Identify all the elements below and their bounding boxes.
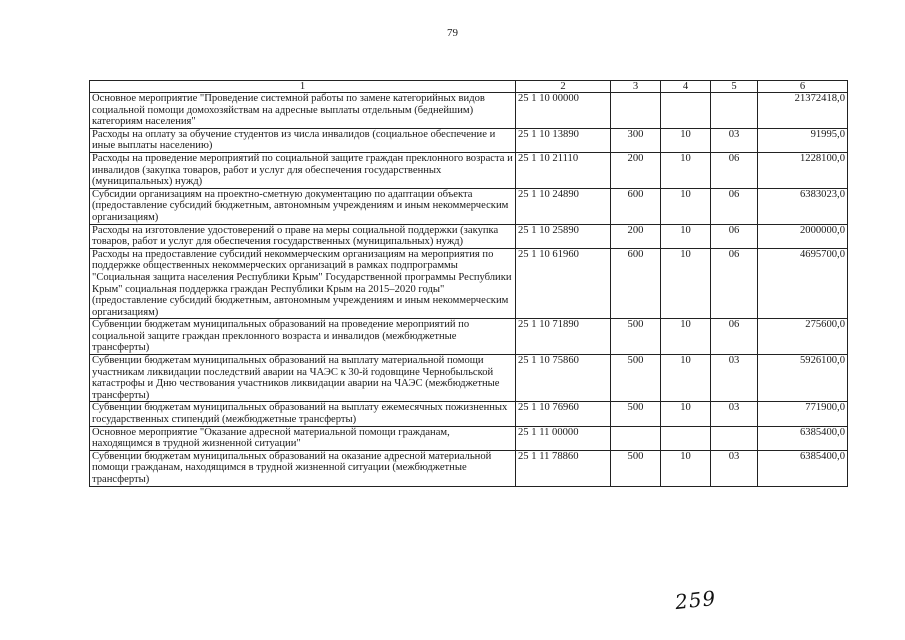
table-row [90,152,848,188]
row-pr-cell: 06 [711,248,758,319]
row-amount-cell: 771900,0 [758,402,848,426]
row-name-cell: Расходы на оплату за обучение студентов из числа инвалидов (социальное обеспечение и иные выплаты населению) [90,128,516,152]
header-cell-2: 2 [516,81,611,93]
row-code-cell: 25 1 10 61960 [516,248,611,319]
row-amount-cell: 21372418,0 [758,93,848,129]
row-pr-cell: 03 [711,355,758,402]
table-row [90,402,848,426]
row-rz-cell: 10 [661,402,711,426]
row-vr-cell: 200 [611,224,661,248]
table-row [90,224,848,248]
row-name-cell: Расходы на изготовление удостоверений о праве на меры социальной поддержки (закупка товаров, работ и услуг для обеспечения государственных (муниципальных) нужд) [90,224,516,248]
header-row [90,81,848,93]
row-pr-cell: 06 [711,188,758,224]
table-row [90,248,848,319]
row-amount-cell: 5926100,0 [758,355,848,402]
row-name-cell: Основное мероприятие "Оказание адресной материальной помощи гражданам, находящимся в трудной жизненной ситуации" [90,426,516,450]
row-amount-cell: 6383023,0 [758,188,848,224]
row-code-cell: 25 1 10 75860 [516,355,611,402]
table-row [90,355,848,402]
budget-table [89,80,848,487]
row-code-cell: 25 1 11 78860 [516,450,611,486]
row-pr-cell: 03 [711,450,758,486]
row-rz-cell: 10 [661,450,711,486]
row-rz-cell [661,93,711,129]
row-name-cell: Субвенции бюджетам муниципальных образований на проведение мероприятий по социальной защите граждан преклонного возраста и инвалидов (межбюджетные трансферты) [90,319,516,355]
row-name-cell: Расходы на предоставление субсидий некоммерческим организациям на мероприятия по поддержке общественных некоммерческих организаций в рамках подпрограммы "Социальная защита населения Республики Крым" Государственной программы Республики Крым" социальная поддержка граждан Республики Крым на 2015–2020 годы" (предоставление субсидий бюджетным, автономным учреждениям и иным некоммерческим организациям) [90,248,516,319]
row-vr-cell: 600 [611,248,661,319]
row-vr-cell: 600 [611,188,661,224]
row-amount-cell: 2000000,0 [758,224,848,248]
table-row [90,319,848,355]
row-amount-cell: 1228100,0 [758,152,848,188]
row-amount-cell: 275600,0 [758,319,848,355]
row-pr-cell: 03 [711,402,758,426]
row-name-cell: Расходы на проведение мероприятий по социальной защите граждан преклонного возраста и инвалидов (закупка товаров, работ и услуг для обеспечения государственных (муниципальных) нужд) [90,152,516,188]
header-cell-3: 3 [611,81,661,93]
row-amount-cell: 4695700,0 [758,248,848,319]
row-rz-cell [661,426,711,450]
row-rz-cell: 10 [661,152,711,188]
header-cell-6: 6 [758,81,848,93]
row-code-cell: 25 1 10 13890 [516,128,611,152]
table-row [90,450,848,486]
header-cell-4: 4 [661,81,711,93]
row-rz-cell: 10 [661,188,711,224]
row-name-cell: Субвенции бюджетам муниципальных образований на выплату ежемесячных пожизненных государственных стипендий (межбюджетные трансферты) [90,402,516,426]
header-cell-5: 5 [711,81,758,93]
row-code-cell: 25 1 10 25890 [516,224,611,248]
table-row [90,426,848,450]
row-code-cell: 25 1 10 00000 [516,93,611,129]
row-vr-cell [611,426,661,450]
page-number: 79 [447,27,458,39]
row-pr-cell: 03 [711,128,758,152]
row-code-cell: 25 1 10 24890 [516,188,611,224]
row-vr-cell: 500 [611,450,661,486]
row-pr-cell: 06 [711,319,758,355]
table-row [90,188,848,224]
row-pr-cell [711,426,758,450]
row-rz-cell: 10 [661,319,711,355]
row-rz-cell: 10 [661,128,711,152]
row-name-cell: Основное мероприятие "Проведение системной работы по замене категорийных видов социальной помощи домохозяйствам на адресные выплаты отдельным (беднейшим) категориям населения" [90,93,516,129]
table-row [90,128,848,152]
row-rz-cell: 10 [661,355,711,402]
row-vr-cell [611,93,661,129]
row-vr-cell: 200 [611,152,661,188]
row-name-cell: Субвенции бюджетам муниципальных образований на выплату материальной помощи участникам ликвидации последствий аварии на ЧАЭС к 30-й годовщине Чернобыльской катастрофы и Дню чествования участников ликвидации аварии на ЧАЭС (межбюджетные трансферты) [90,355,516,402]
row-vr-cell: 500 [611,355,661,402]
row-pr-cell [711,93,758,129]
row-amount-cell: 6385400,0 [758,426,848,450]
row-code-cell: 25 1 10 21110 [516,152,611,188]
row-vr-cell: 300 [611,128,661,152]
row-rz-cell: 10 [661,224,711,248]
table-row [90,93,848,129]
row-name-cell: Субсидии организациям на проектно-сметную документацию по адаптации объекта (предоставление субсидий бюджетным, автономным учреждениям и иным некоммерческим организациям) [90,188,516,224]
row-amount-cell: 6385400,0 [758,450,848,486]
row-code-cell: 25 1 10 76960 [516,402,611,426]
row-vr-cell: 500 [611,319,661,355]
header-cell-1: 1 [90,81,516,93]
handwritten-page-number: 259 [673,585,718,615]
row-rz-cell: 10 [661,248,711,319]
row-pr-cell: 06 [711,224,758,248]
row-code-cell: 25 1 11 00000 [516,426,611,450]
row-code-cell: 25 1 10 71890 [516,319,611,355]
row-name-cell: Субвенции бюджетам муниципальных образований на оказание адресной материальной помощи гражданам, находящимся в трудной жизненной ситуации (межбюджетные трансферты) [90,450,516,486]
row-vr-cell: 500 [611,402,661,426]
row-amount-cell: 91995,0 [758,128,848,152]
row-pr-cell: 06 [711,152,758,188]
